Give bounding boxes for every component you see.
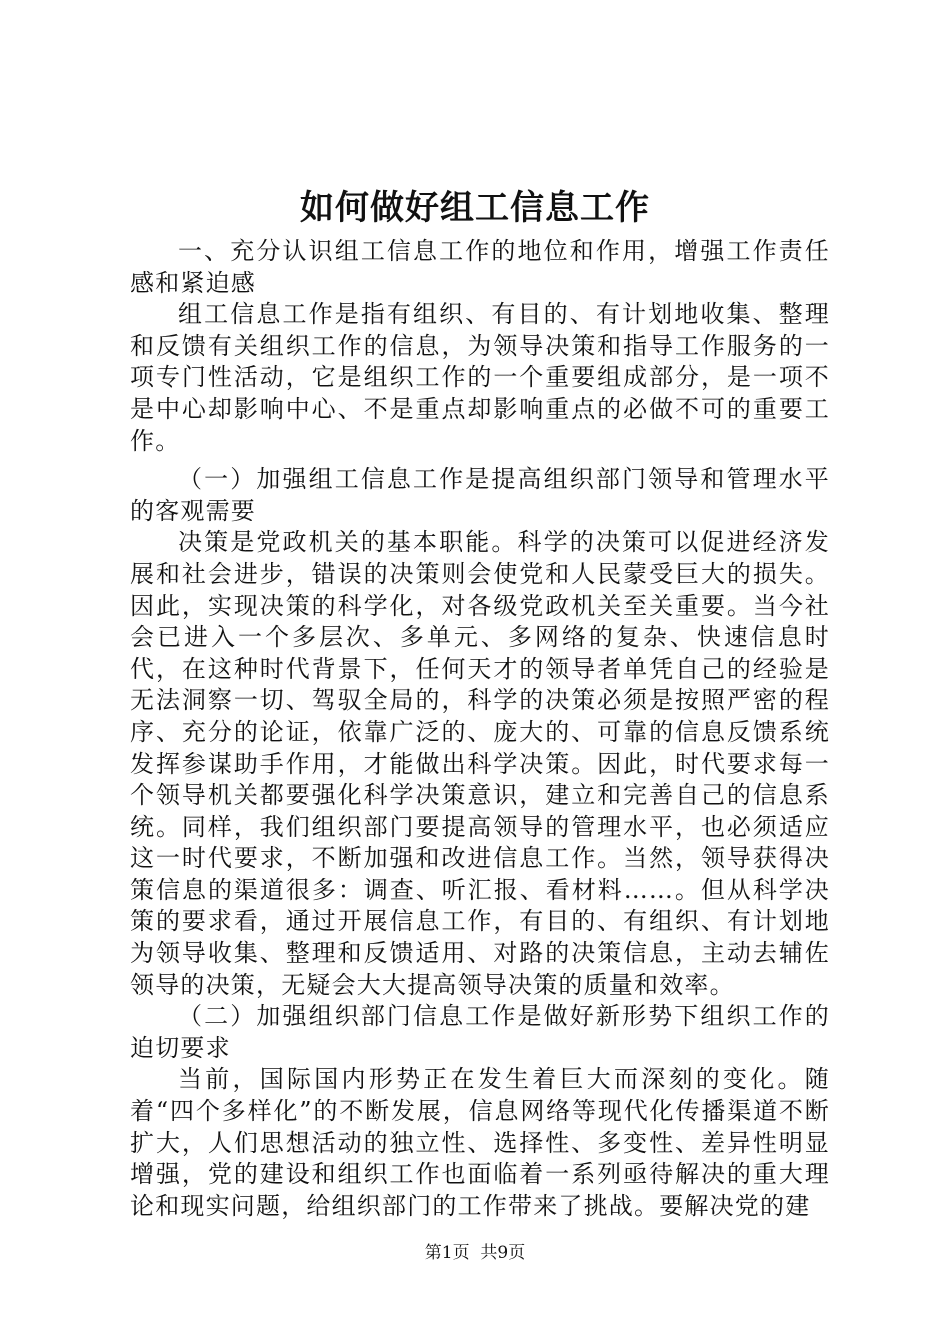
page-number: 第1页 [424, 1243, 470, 1263]
footer-spacer [470, 1243, 481, 1263]
page-total: 共9页 [480, 1243, 526, 1263]
subsection-heading: （二）加强组织部门信息工作是做好新形势下组织工作的迫切要求 [130, 1002, 830, 1062]
subsection-heading: （一）加强组工信息工作是提高组织部门领导和管理水平的客观需要 [130, 465, 830, 525]
document-body [130, 236, 830, 1222]
page-footer [0, 1241, 950, 1265]
document-title: 如何做好组工信息工作 [300, 188, 650, 228]
section-heading: 一、充分认识组工信息工作的地位和作用，增强工作责任感和紧迫感 [130, 237, 830, 297]
body-paragraph: 组工信息工作是指有组织、有目的、有计划地收集、整理和反馈有关组织工作的信息，为领导决策和指导工作服务的一项专门性活动，它是组织工作的一个重要组成部分，是一项不是中心却影响中心、不是重点却影响重点的必做不可的重要工作。 [130, 300, 830, 455]
body-paragraph: 决策是党政机关的基本职能。科学的决策可以促进经济发展和社会进步，错误的决策则会使党和人民蒙受巨大的损失。因此，实现决策的科学化，对各级党政机关至关重要。当今社会已进入一个多层次、多单元、多网络的复杂、快速信息时代，在这种时代背景下，任何天才的领导者单凭自己的经验是无法洞察一切、驾驭全局的，科学的决策必须是按照严密的程序、充分的论证，依靠广泛的、庞大的、可靠的信息反馈系统发挥参谋助手作用，才能做出科学决策。因此，时代要求每一个领导机关都要强化科学决策意识，建立和完善自己的信息系统。同样，我们组织部门要提高领导的管理水平，也必须适应这一时代要求，不断加强和改进信息工作。当然，领导获得决策信息的渠道很多：调查、听汇报、看材料……。但从科学决策的要求看，通过开展信息工作，有目的、有组织、有计划地为领导收集、整理和反馈适用、对路的决策信息，主动去辅佐领导的决策，无疑会大大提高领导决策的质量和效率。 [130, 528, 830, 999]
body-paragraph: 当前，国际国内形势正在发生着巨大而深刻的变化。随着“四个多样化”的不断发展，信息网络等现代化传播渠道不断扩大，人们思想活动的独立性、选择性、多变性、差异性明显增强，党的建设和组织工作也面临着一系列亟待解决的重大理论和现实问题，给组织部门的工作带来了挑战。要解决党的建 [130, 1065, 830, 1220]
